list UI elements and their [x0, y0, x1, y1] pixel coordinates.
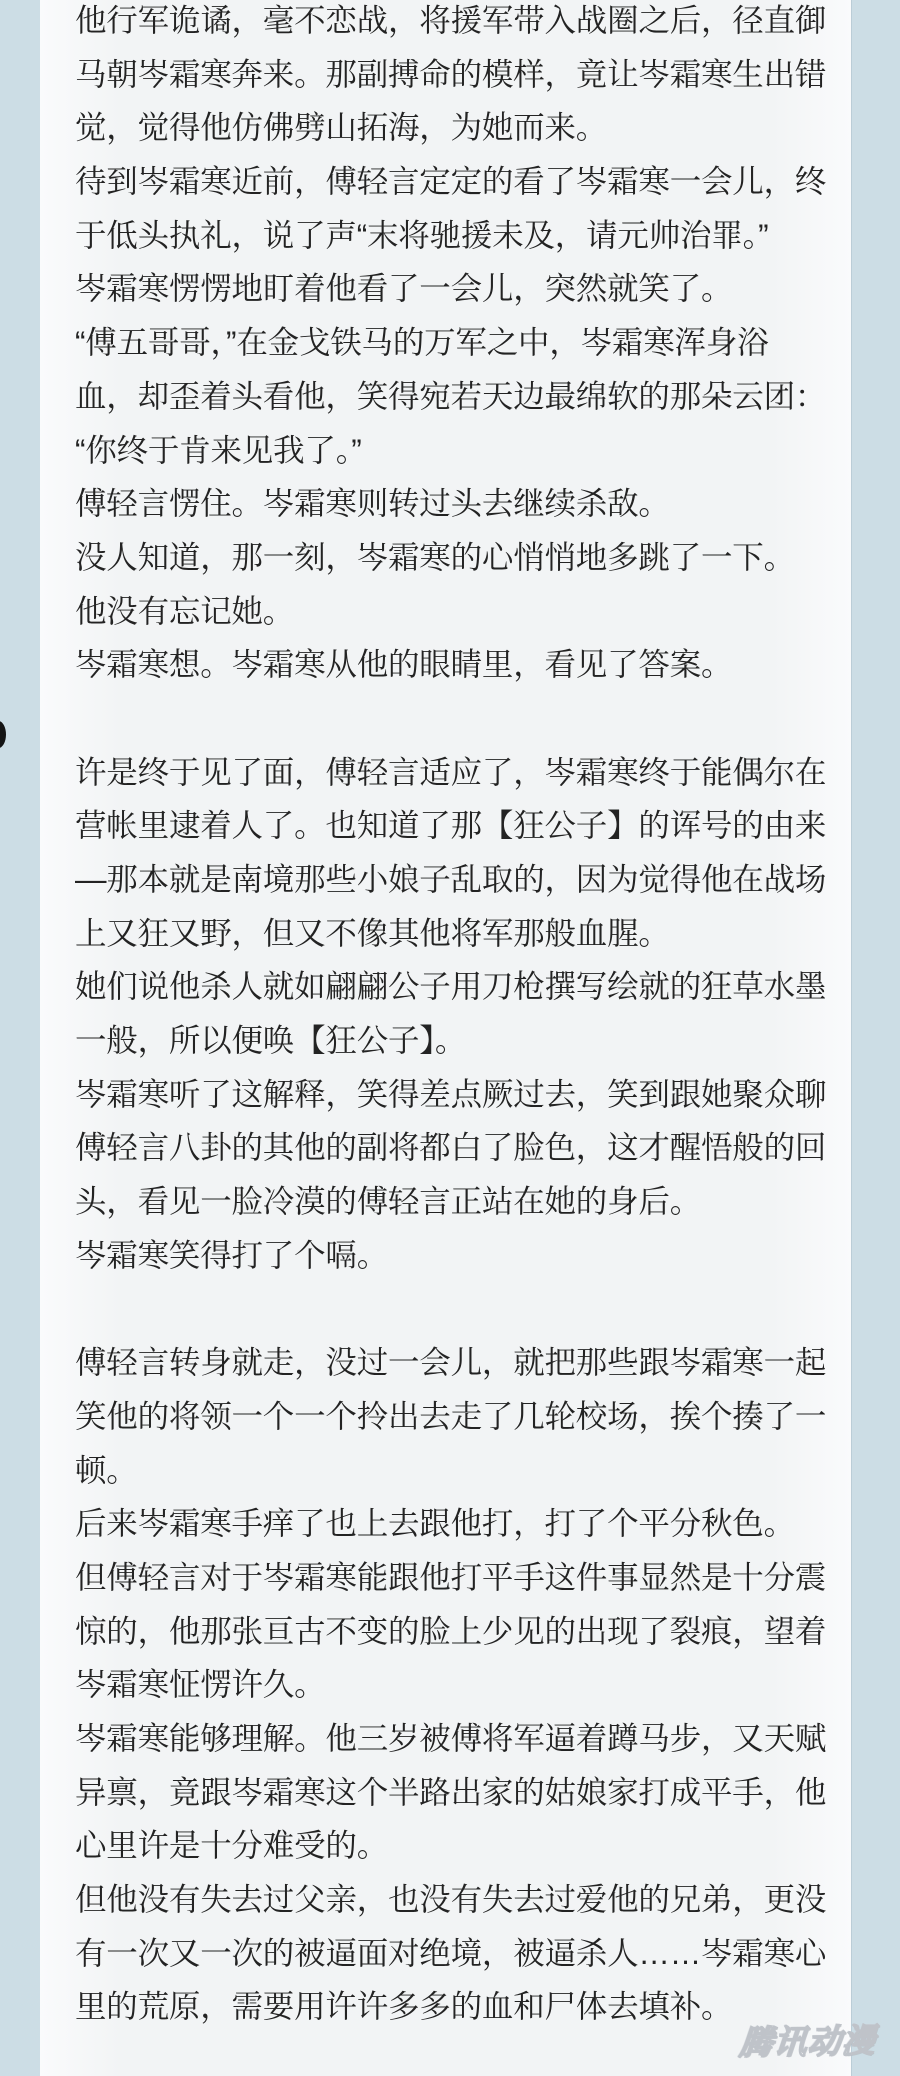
text-line: 许是终于见了面，傅轻言适应了，岑霜寒终于能偶尔在: [75, 753, 827, 790]
text-line: 傅轻言八卦的其他的副将都白了脸色，这才醒悟般的回: [75, 1129, 827, 1166]
text-line: 但他没有失去过父亲，也没有失去过爱他的兄弟，更没: [75, 1881, 827, 1918]
text-line: 岑霜寒笑得打了个嗝。: [75, 1236, 389, 1273]
text-line: 岑霜寒愣愣地盯着他看了一会儿，突然就笑了。: [75, 270, 733, 307]
text-line: 异禀，竟跟岑霜寒这个半路出家的姑娘家打成平手，他: [75, 1773, 827, 1810]
paragraph-section: [75, 746, 834, 1283]
story-content-area: [40, 0, 852, 2076]
left-margin-strip: [0, 0, 40, 2076]
text-line: 没人知道，那一刻，岑霜寒的心悄悄地多跳了一下。: [75, 538, 795, 575]
text-line: —那本就是南境那些小娘子乱取的，因为觉得他在战场: [75, 861, 827, 897]
text-line: 岑霜寒想。岑霜寒从他的眼睛里，看见了答案。: [75, 646, 733, 683]
text-line: 但傅轻言对于岑霜寒能跟他打平手这件事显然是十分震: [75, 1558, 827, 1595]
text-line: 头，看见一脸冷漠的傅轻言正站在她的身后。: [75, 1183, 702, 1220]
story-text-content: [40, 0, 852, 2034]
text-line: 后来岑霜寒手痒了也上去跟他打，打了个平分秋色。: [75, 1505, 795, 1542]
text-line: 心里许是十分难受的。: [75, 1827, 389, 1864]
text-line: 岑霜寒听了这解释，笑得差点厥过去，笑到跟她聚众聊: [75, 1075, 827, 1112]
text-line: 笑他的将领一个一个拎出去走了几轮校场，挨个揍了一: [75, 1397, 827, 1434]
tencent-comics-watermark: 腾讯动漫: [738, 2021, 878, 2062]
text-line: “傅五哥哥，”在金戈铁马的万军之中，岑霜寒浑身浴: [75, 324, 769, 361]
text-line: 上又狂又野，但又不像其他将军那般血腥。: [75, 914, 670, 951]
text-line: 岑霜寒能够理解。他三岁被傅将军逼着蹲马步，又天赋: [75, 1720, 827, 1756]
text-line: 惊的，他那张亘古不变的脸上少见的出现了裂痕，望着: [75, 1612, 827, 1649]
text-line: 岑霜寒怔愣许久。: [75, 1666, 326, 1703]
text-line: 里的荒原，需要用许许多多的血和尸体去填补。: [75, 1988, 733, 2025]
paragraph-section: [75, 0, 834, 692]
text-line: 一般，所以便唤【狂公子】。: [75, 1022, 467, 1059]
text-line: 有一次又一次的被逼面对绝境，被逼杀人……岑霜寒心: [75, 1934, 827, 1971]
text-line: “你终于肯来见我了。”: [75, 431, 362, 468]
right-margin-strip: [851, 0, 900, 2076]
text-line: 觉，觉得他仿佛劈山拓海，为她而来。: [75, 109, 608, 146]
text-line: 她们说他杀人就如翩翩公子用刀枪撰写绘就的狂草水墨: [75, 968, 827, 1005]
text-line: 待到岑霜寒近前，傅轻言定定的看了岑霜寒一会儿，终: [75, 163, 827, 200]
text-line: 营帐里逮着人了。也知道了那【狂公子】的诨号的由来: [75, 807, 827, 844]
text-line: 血，却歪着头看他，笑得宛若天边最绵软的那朵云团：: [75, 377, 827, 414]
text-line: 顿。: [75, 1451, 138, 1488]
text-line: 马朝岑霜寒奔来。那副搏命的模样，竟让岑霜寒生出错: [75, 55, 827, 92]
text-line: 他没有忘记她。: [75, 592, 295, 629]
paragraph-section: [75, 1336, 834, 2034]
text-line: 傅轻言转身就走，没过一会儿，就把那些跟岑霜寒一起: [75, 1344, 827, 1381]
text-line: 于低头执礼，说了声“末将驰援未及，请元帅治罪。”: [75, 216, 769, 253]
text-line: 他行军诡谲，毫不恋战，将援军带入战圈之后，径直御: [75, 2, 827, 38]
text-line: 傅轻言愣住。岑霜寒则转过头去继续杀敌。: [75, 485, 670, 522]
